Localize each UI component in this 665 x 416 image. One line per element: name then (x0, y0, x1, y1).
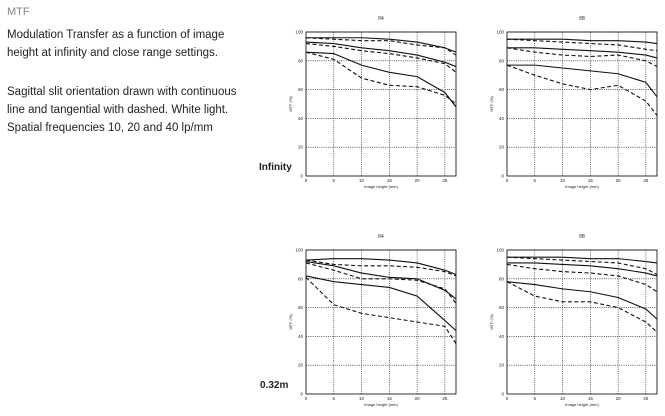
y-tick-label: 0 (501, 173, 504, 179)
x-axis-label: Image height (mm) (565, 402, 599, 407)
series-line-sagittal (507, 48, 657, 58)
y-tick-label: 40 (498, 333, 504, 339)
y-axis-label: MTF (%) (489, 96, 494, 112)
y-tick-label: 40 (297, 333, 303, 339)
y-tick-label: 20 (297, 144, 303, 150)
y-axis-label: MTF (%) (288, 96, 293, 112)
row-label-infinity: Infinity (259, 162, 292, 173)
y-tick-label: 60 (498, 305, 504, 311)
plot-frame (306, 250, 456, 394)
mtf-chart-close-f8 (480, 230, 658, 416)
series-line-sagittal (306, 259, 456, 275)
series-line-sagittal (306, 276, 456, 331)
y-tick-label: 60 (498, 87, 504, 93)
y-tick-label: 100 (496, 247, 504, 253)
x-tick-label: 10 (359, 178, 365, 183)
mtf-chart-infinity-f8 (480, 12, 658, 198)
series-line-sagittal (507, 65, 657, 97)
x-tick-label: 15 (587, 178, 593, 183)
mtf-chart-close-f4 (279, 230, 457, 416)
y-tick-label: 20 (498, 362, 504, 368)
x-tick-label: 0 (505, 396, 509, 401)
x-tick-label: 15 (587, 396, 593, 401)
x-tick-label: 5 (533, 396, 537, 401)
description-paragraph: Modulation Transfer as a function of image height at infinity and close range settings. (7, 29, 225, 59)
row-label-close-range: 0.32m (260, 380, 289, 391)
y-tick-label: 80 (498, 58, 504, 64)
page-heading: MTF (7, 6, 30, 18)
legend-description: Sagittal slit orientation drawn with continuous line and tangential with dashed. White light. Spatial frequencies 10, 20 and 40 lp/mm (7, 86, 237, 134)
x-tick-label: 25 (643, 396, 649, 401)
y-tick-label: 100 (295, 29, 303, 35)
x-tick-label: 0 (304, 178, 308, 183)
y-tick-label: 80 (297, 58, 303, 64)
y-axis-label: MTF (%) (489, 314, 494, 330)
y-tick-label: 20 (297, 362, 303, 368)
chart-title: f/8 (579, 234, 585, 240)
series-line-sagittal (306, 52, 456, 107)
x-tick-label: 10 (359, 396, 365, 401)
x-axis-label: Image height (mm) (364, 184, 398, 189)
x-axis-label: Image height (mm) (565, 184, 599, 189)
x-tick-label: 0 (304, 396, 308, 401)
y-tick-label: 100 (295, 247, 303, 253)
series-line-sagittal (507, 282, 657, 319)
chart-title: f/8 (579, 16, 585, 22)
y-tick-label: 20 (498, 144, 504, 150)
x-axis-label: Image height (mm) (364, 402, 398, 407)
x-tick-label: 15 (386, 178, 392, 183)
y-tick-label: 0 (300, 173, 303, 179)
x-tick-label: 10 (560, 396, 566, 401)
series-line-tangential (507, 282, 657, 332)
series-line-sagittal (507, 263, 657, 276)
x-tick-label: 20 (615, 178, 621, 183)
x-tick-label: 25 (643, 178, 649, 183)
chart-title: f/4 (378, 234, 384, 240)
y-tick-label: 40 (498, 115, 504, 121)
series-line-tangential (507, 65, 657, 115)
y-tick-label: 0 (501, 391, 504, 397)
series-line-tangential (306, 52, 456, 104)
series-line-tangential (306, 263, 456, 303)
x-tick-label: 10 (560, 178, 566, 183)
x-tick-label: 5 (332, 178, 336, 183)
x-tick-label: 20 (414, 396, 420, 401)
x-tick-label: 5 (332, 396, 336, 401)
x-tick-label: 25 (442, 396, 448, 401)
y-tick-label: 60 (297, 305, 303, 311)
y-tick-label: 100 (496, 29, 504, 35)
series-line-tangential (306, 260, 456, 276)
x-tick-label: 15 (386, 396, 392, 401)
x-tick-label: 20 (414, 178, 420, 183)
series-line-tangential (507, 39, 657, 51)
chart-title: f/4 (378, 16, 384, 22)
y-tick-label: 80 (297, 276, 303, 282)
x-tick-label: 20 (615, 396, 621, 401)
y-tick-label: 40 (297, 115, 303, 121)
mtf-chart-infinity-f4 (279, 12, 457, 198)
y-tick-label: 80 (498, 276, 504, 282)
y-tick-label: 0 (300, 391, 303, 397)
y-axis-label: MTF (%) (288, 314, 293, 330)
y-tick-label: 60 (297, 87, 303, 93)
series-line-tangential (507, 264, 657, 291)
x-tick-label: 25 (442, 178, 448, 183)
x-tick-label: 5 (533, 178, 537, 183)
x-tick-label: 0 (505, 178, 509, 183)
